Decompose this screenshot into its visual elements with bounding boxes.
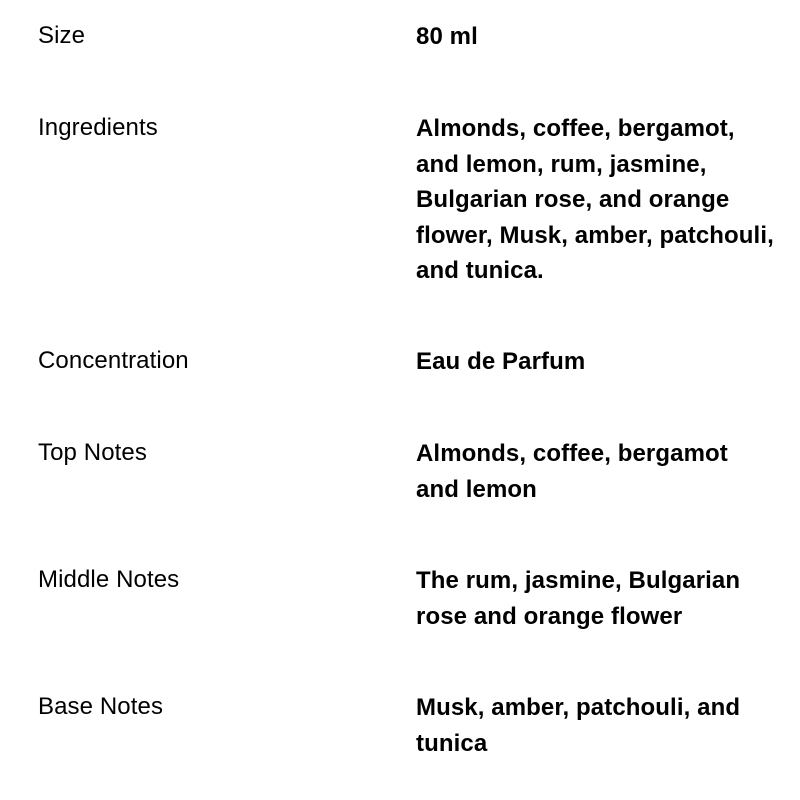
spec-value-concentration: Eau de Parfum — [416, 348, 586, 375]
spec-label-size: Size — [38, 22, 86, 49]
spec-label-top-notes: Top Notes — [38, 439, 147, 466]
spec-label-concentration: Concentration — [38, 347, 189, 374]
spec-value-size: 80 ml — [416, 23, 478, 50]
spec-label-middle-notes: Middle Notes — [38, 566, 180, 593]
spec-value-top-notes: Almonds, coffee, bergamot and lemon — [416, 440, 728, 503]
spec-value-base-notes: Musk, amber, patchouli, and tunica — [416, 694, 741, 757]
spec-value-ingredients: Almonds, coffee, bergamot, and lemon, rum, jasmine, Bulgarian rose, and orange flower, Musk, amber, patchouli, and tunica. — [416, 115, 774, 284]
spec-label-base-notes: Base Notes — [38, 693, 164, 720]
spec-label-ingredients: Ingredients — [38, 114, 158, 141]
spec-value-middle-notes: The rum, jasmine, Bulgarian rose and orange flower — [416, 567, 741, 630]
